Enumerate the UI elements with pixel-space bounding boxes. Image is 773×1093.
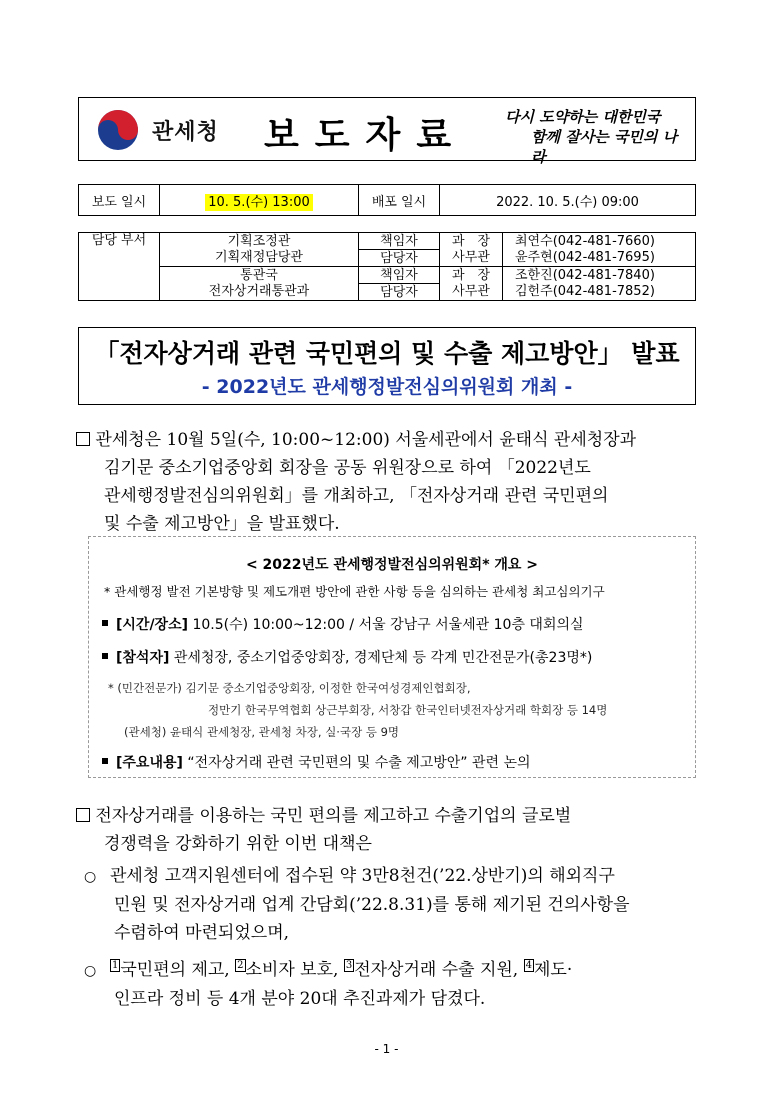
- overview-time: [시간/장소] 10.5(수) 10:00~12:00 / 서울 강남구 서울세관 10층 대회의실: [102, 614, 584, 634]
- contact: 최연수(042-481-7660): [503, 233, 696, 250]
- job-title: 사무관: [440, 250, 503, 267]
- dept-name: 기획재정담당관: [160, 250, 359, 267]
- headline-title: 「전자상거래 관련 국민편의 및 수출 제고방안」 발표: [94, 339, 680, 368]
- job-title: 사무관: [440, 284, 503, 301]
- report-time-label: 보도 일시: [79, 185, 160, 216]
- overview-attendees: [참석자] 관세청장, 중소기업중앙회장, 경제단체 등 각계 민간전문가(총23명*): [102, 647, 592, 667]
- overview-attendee-detail-1: * (민간전문가) 김기문 중소기업중앙회장, 이정한 한국여성경제인협회장,: [108, 681, 471, 695]
- overview-attendee-detail-2: 정만기 한국무역협회 상근부회장, 서창갑 한국인터넷전자상거래 학회장 등 14명: [208, 703, 608, 717]
- release-table: [78, 184, 696, 216]
- role: 담당자: [359, 284, 440, 301]
- overview-note: * 관세행정 발전 기본방향 및 제도개편 방안에 관한 사항 등을 심의하는 관세청 최고심의기구: [104, 584, 605, 599]
- dept-name: 전자상거래통관과: [160, 284, 359, 301]
- contact: 김헌주(042-481-7852): [503, 284, 696, 301]
- dept-name: 통관국: [160, 267, 359, 284]
- slogan-line-1: 다시 도약하는 대한민국: [505, 108, 661, 126]
- role: 책임자: [359, 233, 440, 250]
- bullet-square-icon: [102, 620, 108, 626]
- contact-row: [79, 267, 696, 284]
- report-time-cell: [160, 185, 359, 216]
- circle-bullet-icon: ○: [84, 869, 97, 885]
- page-number: - 1 -: [374, 1042, 399, 1056]
- distribute-time-value: 2022. 10. 5.(수) 09:00: [440, 185, 696, 216]
- bullet-square-icon: [102, 758, 108, 764]
- paragraph-1: 관세청은 10월 5일(수, 10:00~12:00) 서울세관에서 윤태식 관세청장과 김기문 중소기업중앙회 회장을 공동 위원장으로 하여 「2022년도 관세행정발전심의위원회」를 개최하고, 「전자상거래 관련 국민편의 및 수출 제고방안」을 발표했다.: [76, 426, 706, 538]
- overview-attendee-detail-3: (관세청) 윤태식 관세청장, 관세청 차장, 실·국장 등 9명: [124, 725, 400, 739]
- org-name: 관세청: [152, 120, 219, 145]
- role: 책임자: [359, 267, 440, 284]
- square-bullet-icon: [76, 432, 90, 446]
- contact-row: [79, 250, 696, 267]
- slogan: [505, 107, 685, 167]
- paragraph-2: 전자상거래를 이용하는 국민 편의를 제고하고 수출기업의 글로벌 경쟁력을 강화하기 위한 이번 대책은: [76, 802, 706, 858]
- slogan-line-2: 함께 잘사는 국민의 나라: [531, 128, 678, 166]
- taegeuk-logo-icon: [96, 108, 140, 152]
- overview-title: < 2022년도 관세행정발전심의위원회* 개요 >: [245, 557, 539, 573]
- role: 담당자: [359, 250, 440, 267]
- report-time-value: 10. 5.(수) 13:00: [205, 194, 313, 211]
- paragraph-3: ○ 관세청 고객지원센터에 접수된 약 3만8천건(’22.상반기)의 해외직구 민원 및 전자상거래 업계 간담회(’22.8.31)를 통해 제기된 건의사항을 수렴하여 마련되었으며,: [84, 862, 704, 947]
- contact-row: [79, 233, 696, 250]
- paragraph-4: ○ $^1$ 국민편의 제고, $^2$ 소비자 보호, $^3$ 전자상거래 수출 지원, $^4$ 제도· 인프라 정비 등 4개 분야 20대 추진과제가 담겼다.: [84, 956, 704, 1013]
- contact-row: [79, 284, 696, 301]
- dept-name: 기획조정관: [160, 233, 359, 250]
- contact-table: [78, 232, 696, 301]
- document-title: 보도자료: [264, 115, 468, 156]
- overview-main-content: [주요내용] “전자상거래 관련 국민편의 및 수출 제고방안” 관련 논의: [102, 752, 531, 772]
- circle-bullet-icon: ○: [84, 963, 97, 979]
- contact: 윤주현(042-481-7695): [503, 250, 696, 267]
- square-bullet-icon: [76, 808, 90, 822]
- job-title: 과 장: [440, 267, 503, 284]
- bullet-square-icon: [102, 653, 108, 659]
- dept-label: 담당 부서: [79, 233, 160, 301]
- headline-subtitle: - 2022년도 관세행정발전심의위원회 개최 -: [201, 376, 573, 398]
- distribute-time-label: 배포 일시: [359, 185, 440, 216]
- contact: 조한진(042-481-7840): [503, 267, 696, 284]
- job-title: 과 장: [440, 233, 503, 250]
